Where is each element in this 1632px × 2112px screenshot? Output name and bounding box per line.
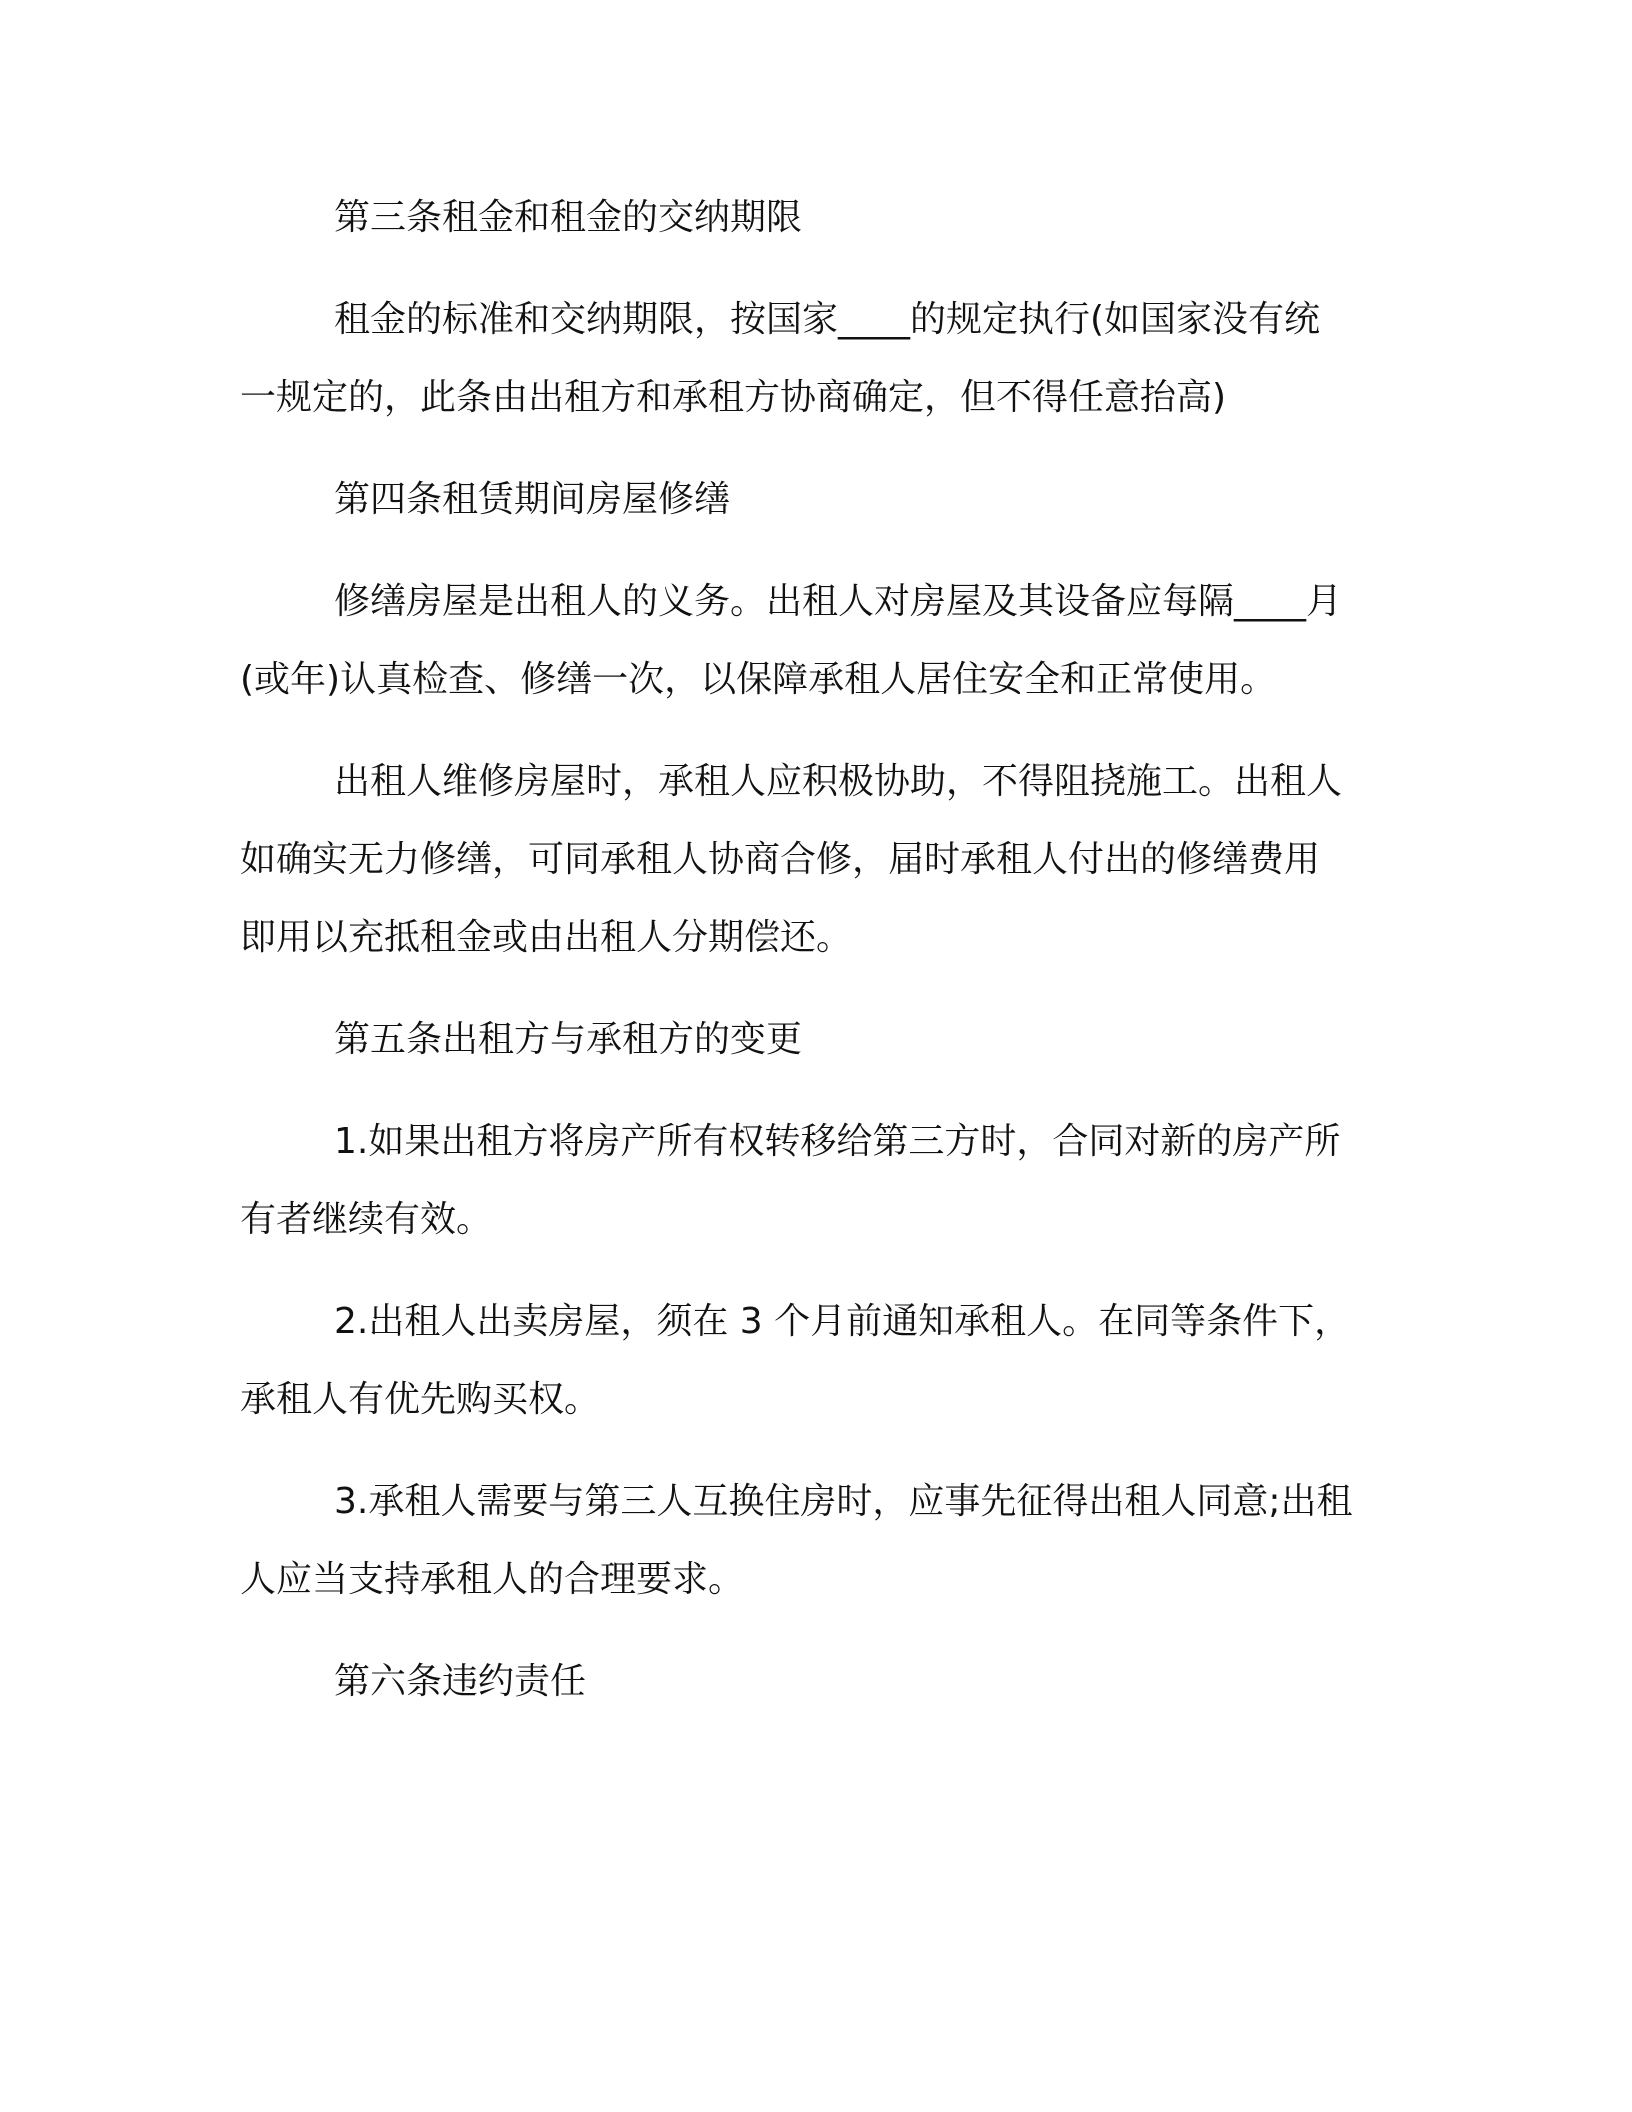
article-5-item-1-line-1: 1.如果出租方将房产所有权转移给第三方时，合同对新的房产所 bbox=[334, 1121, 1341, 1162]
article-3-heading: 第三条租金和租金的交纳期限 bbox=[334, 197, 803, 238]
article-5-item-3-line-2: 人应当支持承租人的合理要求。 bbox=[240, 1559, 745, 1600]
article-4-heading: 第四条租赁期间房屋修缮 bbox=[334, 479, 731, 520]
article-5-item-2-line-1: 2.出租人出卖房屋，须在 3 个月前通知承租人。在同等条件下， bbox=[334, 1301, 1351, 1342]
article-4-paragraph-1-line-1: 修缮房屋是出租人的义务。出租人对房屋及其设备应每隔____月 bbox=[334, 581, 1343, 622]
article-4-paragraph-2-line-2: 如确实无力修缮，可同承租人协商合修，届时承租人付出的修缮费用 bbox=[240, 839, 1321, 880]
article-6-heading: 第六条违约责任 bbox=[334, 1661, 587, 1702]
article-5-heading: 第五条出租方与承租方的变更 bbox=[334, 1019, 803, 1060]
article-5-item-3-line-1: 3.承租人需要与第三人互换住房时，应事先征得出租人同意;出租 bbox=[334, 1481, 1353, 1522]
article-5-item-1-line-2: 有者继续有效。 bbox=[240, 1199, 493, 1240]
article-3-paragraph-line-2: 一规定的，此条由出租方和承租方协商确定，但不得任意抬高) bbox=[240, 377, 1227, 418]
article-4-paragraph-1-line-2: (或年)认真检查、修缮一次，以保障承租人居住安全和正常使用。 bbox=[240, 659, 1277, 700]
article-4-paragraph-2-line-1: 出租人维修房屋时，承租人应积极协助，不得阻挠施工。出租人 bbox=[334, 761, 1343, 802]
article-4-paragraph-2-line-3: 即用以充抵租金或由出租人分期偿还。 bbox=[240, 917, 853, 958]
article-3-paragraph-line-1: 租金的标准和交纳期限，按国家____的规定执行(如国家没有统 bbox=[334, 299, 1321, 340]
article-5-item-2-line-2: 承租人有优先购买权。 bbox=[240, 1379, 601, 1420]
